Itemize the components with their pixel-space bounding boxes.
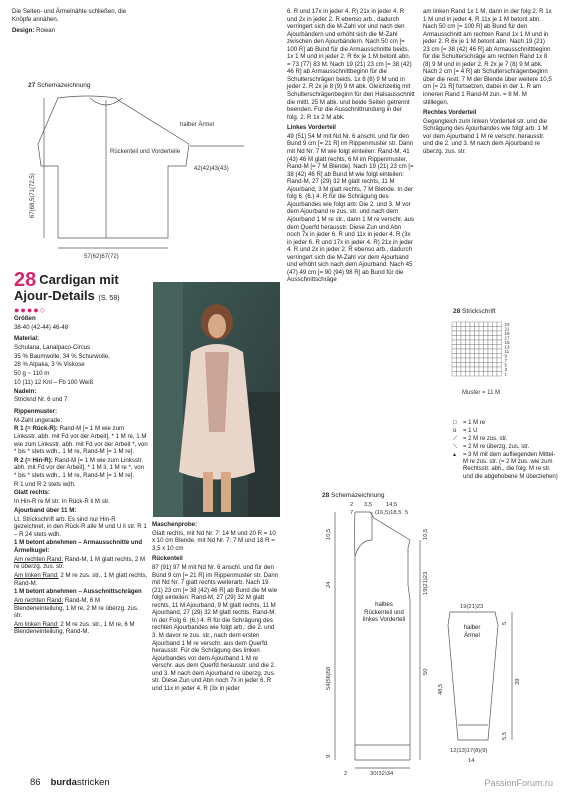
chart-cell xyxy=(457,340,462,345)
heading-maschenprobe: Maschenprobe: xyxy=(152,521,198,528)
text-abn2-l: 2 M re zus. str., 1 M re, 6 M Blendeneinteilung, Rand-M. xyxy=(14,620,135,636)
column-3-instructions xyxy=(287,8,415,285)
heading-rechtes-vorderteil: Rechtes Vorderteil xyxy=(423,109,477,117)
chart-cell xyxy=(466,349,471,354)
schema27-height-label: 67(68,5)71(72,5) xyxy=(30,173,36,218)
pattern-title-a: Cardigan mit xyxy=(39,272,119,287)
schema28-sleeve-top: 19(21)23 xyxy=(460,604,484,610)
chart-cell xyxy=(461,322,466,327)
chart-cell xyxy=(470,327,475,332)
chart-cell xyxy=(457,363,462,368)
intro-block xyxy=(12,8,146,36)
schema27-outline xyxy=(38,96,189,238)
chart-cell xyxy=(479,345,484,350)
material-line: Schulana, Lanalpaco-Circus xyxy=(14,344,91,352)
chart-cell xyxy=(461,331,466,336)
chart-row-number: 13 xyxy=(504,344,510,350)
chart-cell xyxy=(484,367,489,372)
schema28-right-label: 50 xyxy=(423,668,429,675)
chart-cell xyxy=(497,340,502,345)
chart-cell xyxy=(488,358,493,363)
chart-cell xyxy=(488,354,493,359)
chart-cell xyxy=(466,327,471,332)
chart-cell xyxy=(475,336,480,341)
chart-cell xyxy=(484,336,489,341)
design-label: Design: xyxy=(12,27,35,35)
label-linker-rand: Am linken Rand: xyxy=(14,572,59,579)
material-line: 28 % Alpaka, 3 % Viskose xyxy=(14,361,85,369)
schema28-sleeve-bottom: 12(13)17(8)(9) xyxy=(450,748,488,754)
chart-row-number: 1 xyxy=(504,371,508,377)
legend-item: o = 1 U xyxy=(453,427,478,434)
page-footer xyxy=(30,777,110,788)
chart-cell xyxy=(466,363,471,368)
chart-row-number: 7 xyxy=(504,357,508,363)
chart-cell xyxy=(479,331,484,336)
material-line: 10 (11) 12 Knl – Fb 100 Weiß xyxy=(14,378,94,386)
model-photo xyxy=(153,282,280,517)
chart-cell xyxy=(452,363,457,368)
chart-cell xyxy=(488,340,493,345)
chart-cell xyxy=(488,367,493,372)
chart-cell xyxy=(466,358,471,363)
chart-cell xyxy=(470,363,475,368)
chart-row-number: 21 xyxy=(504,326,510,332)
chart-cell xyxy=(452,367,457,372)
chart-cell xyxy=(452,331,457,336)
pattern-number: 28 xyxy=(14,269,37,291)
schema28-sleeve-bottom2: 14 xyxy=(468,758,475,764)
chart-cell xyxy=(484,327,489,332)
schema28-sleeve-dim-label: 48,5 xyxy=(438,683,444,695)
chart-cell xyxy=(475,322,480,327)
chart-cell xyxy=(466,367,471,372)
needles-label: Nadeln: xyxy=(14,387,37,395)
chart-cell xyxy=(457,322,462,327)
chart-cell xyxy=(470,367,475,372)
chart-cell xyxy=(457,372,462,377)
chart-cell xyxy=(475,367,480,372)
schema28-top-dim: 2 xyxy=(350,502,354,508)
chart-cell xyxy=(461,349,466,354)
chart-cell xyxy=(470,336,475,341)
chart-cell xyxy=(470,372,475,377)
legend-item: □ = 1 M re xyxy=(453,420,486,426)
design-value: Rowan xyxy=(36,27,56,35)
chart-cell xyxy=(461,363,466,368)
chart-cell xyxy=(484,340,489,345)
schema28-body-outline xyxy=(355,512,411,760)
pattern-title-b: Ajour-Details xyxy=(14,288,95,303)
schema28-mid-label: 10,5 xyxy=(423,528,429,540)
chart-cell xyxy=(493,336,498,341)
chart-cell xyxy=(457,367,462,372)
chart-cell xyxy=(479,327,484,332)
chart-cell xyxy=(457,345,462,350)
chart-cell xyxy=(488,349,493,354)
chart-cell xyxy=(493,372,498,377)
chart-row-number: 15 xyxy=(504,339,510,345)
schema28-left-label: 10,5 xyxy=(326,528,332,540)
chart-cell xyxy=(493,367,498,372)
chart-cell xyxy=(452,327,457,332)
chart-cell xyxy=(466,372,471,377)
heading-rueckenteil: Rückenteil xyxy=(152,555,183,563)
schema27-width-label: 57(62)67(72) xyxy=(84,254,119,260)
chart-cell xyxy=(488,372,493,377)
label-rechter-rand: Am rechten Rand: xyxy=(14,555,64,563)
chart-cell xyxy=(497,349,502,354)
heading-glatt: Glatt rechts: xyxy=(14,489,50,497)
chart-cell xyxy=(493,322,498,327)
schema28-mid-label: 19(21)23 xyxy=(423,571,429,595)
chart-cell xyxy=(479,372,484,377)
chart-cell xyxy=(488,336,493,341)
brand-rest: stricken xyxy=(76,777,110,788)
chart-cell xyxy=(457,327,462,332)
schema27-title: 27 Schemazeichnung xyxy=(28,82,91,89)
chart-cell xyxy=(497,372,502,377)
chart-cell xyxy=(497,331,502,336)
chart-cell xyxy=(461,354,466,359)
chart-cell xyxy=(475,354,480,359)
chart-cell xyxy=(484,354,489,359)
schema27-sleeve-label: halber Ärmel xyxy=(180,122,215,128)
chart-cell xyxy=(493,340,498,345)
chart-cell xyxy=(452,354,457,359)
schema28-sleeve-dim-label: 39 xyxy=(515,678,521,685)
chart-cell xyxy=(461,367,466,372)
chart-cell xyxy=(497,367,502,372)
chart-cell xyxy=(497,354,502,359)
legend-item: ⟋ = 2 M re zus. str. xyxy=(453,435,508,442)
chart-cell xyxy=(479,340,484,345)
chart-cell xyxy=(497,327,502,332)
schema28-top-dim: 5 xyxy=(405,510,409,516)
chart28-title: 28 Strickschrift xyxy=(453,308,496,315)
chart-cell xyxy=(470,322,475,327)
chart-cell xyxy=(488,322,493,327)
chart-cell xyxy=(488,345,493,350)
chart-cell xyxy=(452,322,457,327)
chart-cell xyxy=(461,336,466,341)
chart-cell xyxy=(457,336,462,341)
chart-cell xyxy=(452,336,457,341)
text-ajour: Lt. Strickschrift arb. Es sind nur Hin-R gezeichnet, in den Rück-R alle M und U li str. R 1 – R 24 stets wdh. xyxy=(14,515,147,538)
text-col4-a: am linken Rand 1x 1 M, dann in der folg 2. R 1x 1 M und in jeder 4. R 11x je 1 M betont abn. Nach 50 cm [= 100 R] ab Bund für den Armausschnitt am rechten Rand 1x 1 M und in jeder 2. R 6x je 1 M betont abn. Nach 19 (21) 23 cm [= 38 (42) 46 R] ab Armausschnittbeginn für die Schulterschräge am rechten Rand 1x 8 (8) 9 M und in jeder 2. R 2x je 7 (8) 9 M abk. Nach 2 cm [= 4 R] ab Schulterschrägenbeginn über die restl. 7 M der Blende über weitere 10,5 cm [= 21 R] fortsetzen, dabei in der 1. R am inneren Rand 1 Rand-M zun. = 8 M. M stilllegen. xyxy=(423,8,552,106)
chart-cell xyxy=(452,340,457,345)
chart-cell xyxy=(488,331,493,336)
schema28-bottom-label: 30(32)34 xyxy=(370,771,394,775)
chart-cell xyxy=(488,363,493,368)
chart-cell xyxy=(475,345,480,350)
heading-ajour: Ajourband über 11 M: xyxy=(14,506,77,514)
chart-cell xyxy=(452,358,457,363)
sizes-label: Größen xyxy=(14,315,36,322)
chart-cell xyxy=(484,372,489,377)
text-linkes-vorderteil: 49 (51) 54 M mit Nd Nr. 6 anschl. und für den Bund 9 cm [= 21 R] im Rippenmuster str. Dann mit Nd Nr. 7 M wie folgt einteilen: Rand-M, 41 (43) 46 M glatt rechts, 6 M im Rippenmuster, Rand-M [= 7 M Blende]. Nach 19 (21) 23 cm [= 38 (42) 46 R] ab Bund M wie folgt einteilen: Rand-M, 27 (29) 32 M glatt rechts, 11 M Ajourband, 3 M glatt rechts, 7 M Blende. In der folg 6. (6.) 4. R für die Schrägung des Ajourbandes wie folgt arb: Die 2. und 3. M vor dem Ajourband re zus. str. und nach dem Ajourband 1 M re str., dann 1 M re verschr. aus dem Querfd herausstr. Diese Zun und Abn noch 7x in jeder 6. R und 11x in jeder 4. R (3x in jeder 6. R und 17x in jeder 4. R) 21x in jeder 4. R und 2x in jeder 2. R ebenso arb., dadurch verringert sich die M-Zahl vor dem Ajourband und erhöht sich nach dem Ajourband. Nach 45 (47) 49 cm [= 90 (94) 98 R] ab Bund für die Ausschnittschräge xyxy=(287,132,415,284)
chart-cell xyxy=(466,340,471,345)
chart-cell xyxy=(493,354,498,359)
schema28-neck-line xyxy=(355,512,372,556)
schema28-bottom-small: 2 xyxy=(344,771,348,775)
schema28-top-dim: 7 xyxy=(350,510,354,516)
chart-cell xyxy=(488,327,493,332)
text-abn1-l: 2 M re zus. str., 1 M glatt rechts, Rand-M. xyxy=(14,572,148,587)
watermark: PassionForum.ru xyxy=(484,778,553,788)
chart-cell xyxy=(479,354,484,359)
chart-cell xyxy=(470,349,475,354)
chart-cell xyxy=(452,372,457,377)
text-rechtes-vorderteil: Gegengleich zum linken Vorderteil str. und die Schrägung des Ajourbandes wie folgt arb: 1 M vor dem Ajourband 1 M re verschr. herausstr. und die 2. und 3. M nach dem Ajourband re überzg. zus. str. xyxy=(423,117,548,156)
chart-cell xyxy=(493,349,498,354)
heading-linkes-vorderteil: Linkes Vorderteil xyxy=(287,124,336,132)
schema28-top-dim: (16,5)18,5 xyxy=(375,510,402,516)
material-line: 35 % Baumwolle, 34 % Schurwolle, xyxy=(14,352,110,360)
pattern-header xyxy=(14,269,152,405)
chart-cell xyxy=(457,358,462,363)
chart-cell xyxy=(484,322,489,327)
chart-row-number: 5 xyxy=(504,362,508,368)
chart-cell xyxy=(479,363,484,368)
chart-cell xyxy=(484,345,489,350)
chart-cell xyxy=(484,363,489,368)
chart-cell xyxy=(466,331,471,336)
schema28-left-label: 24 xyxy=(326,581,332,588)
schema28-sleeve-label: halber Ärmel xyxy=(463,625,481,639)
chart-cell xyxy=(479,336,484,341)
chart-cell xyxy=(484,349,489,354)
chart-cell xyxy=(475,331,480,336)
schema28-drawing xyxy=(290,500,555,775)
chart-cell xyxy=(493,345,498,350)
chart-cell xyxy=(475,363,480,368)
legend-item: ⟍ = 2 M re überzg. zus. str. xyxy=(453,443,530,450)
brand-bold: burda xyxy=(50,777,77,788)
schema27-drawing xyxy=(14,88,274,263)
chart-row-number: 19 xyxy=(504,330,510,336)
chart-cell xyxy=(461,345,466,350)
chart-cell xyxy=(466,336,471,341)
chart-cell xyxy=(479,322,484,327)
chart-cell xyxy=(466,354,471,359)
chart-cell xyxy=(457,331,462,336)
text-r2: Rand-M [= 1 M wie zum Linksstr. abh. mit Fd vor der Arbeit], * 1 M li, 1 M re *, von * bis * stets wdh., 1 M re, Rand-M [= 1 M re]. xyxy=(14,456,145,479)
chart-cell xyxy=(461,372,466,377)
column-1-instructions xyxy=(14,408,148,637)
difficulty-dots: ●●●●○ xyxy=(14,305,47,315)
schema27-body-label: Rückenteil und Vorderteile xyxy=(110,149,181,155)
chart-cell xyxy=(479,358,484,363)
chart-cell xyxy=(470,358,475,363)
schema28-title: 28 Schemazeichnung xyxy=(322,492,385,499)
chart-cell xyxy=(497,336,502,341)
chart-cell xyxy=(475,340,480,345)
heading-abn2: 1 M betont abnehmen – Ausschnittschrägen xyxy=(14,588,142,596)
text-abn2-r: Rand-M, 6 M Blendeneinteilung, 1 M re, 2 M re überzg. zus. str. xyxy=(14,597,139,620)
schema28-left-label: 54(56)58 xyxy=(326,666,332,690)
chart-row-number: 11 xyxy=(504,348,510,354)
chart-cell xyxy=(493,331,498,336)
heading-rippenmuster: Rippenmuster: xyxy=(14,408,57,415)
chart-cell xyxy=(497,345,502,350)
chart-cell xyxy=(461,358,466,363)
label-rechter-rand: Am rechten Rand: xyxy=(14,597,64,605)
chart-cell xyxy=(493,358,498,363)
sizes-value: 38-40 (42-44) 46-48 xyxy=(14,323,69,331)
legend-item: ▴ = 3 M mit dem aufliegenden Mittel-M re zus. str. (= 2 M zus. wie zum Rechtsstr. abh., die folg. M re str. und die abgehobene M überziehen) xyxy=(453,451,558,480)
chart-cell xyxy=(475,358,480,363)
chart-cell xyxy=(470,331,475,336)
chart-cell xyxy=(470,340,475,345)
chart-cell xyxy=(484,331,489,336)
chart-cell xyxy=(497,363,502,368)
needles-value: Stricknd Nr. 6 und 7 xyxy=(14,396,68,404)
label-r1: R 1 (= Rück-R): xyxy=(14,425,58,433)
chart-cell xyxy=(475,349,480,354)
knitting-chart xyxy=(448,318,548,398)
text-glatt: In Hin-R re M str. In Rück-R li M str. xyxy=(14,498,110,506)
text-r12: R 1 und R 2 stets wdh. xyxy=(14,480,76,488)
chart-cell xyxy=(484,358,489,363)
chart-cell xyxy=(466,345,471,350)
text-abn1-r: Rand-M, 1 M glatt rechts, 2 M re überzg. zus. str. xyxy=(14,555,146,571)
chart-muster-label: Muster = 11 M xyxy=(462,390,501,396)
schema28-sleeve-dim-label: 5,5 xyxy=(502,731,508,740)
chart-cell xyxy=(497,322,502,327)
chart-cell xyxy=(493,363,498,368)
text-rueckenteil: 87 (91) 97 M mit Nd Nr. 6 anschl. und für den Bund 9 cm [= 21 R] im Rippenmuster str. Dann mit Nd Nr. 7 glatt rechts weiterarb. Nach 19 (21) 23 cm [= 38 (42) 46 R] ab Bund die M wie folgt einteilen: Rand-M, 27 (29) 32 M glatt rechts, 11 M Ajourband, 9 M glatt rechts, 11 M Ajourband, 27 (29) 32 M glatt rechts, Rand-M. In der Folg 6. (6.) 4. R für die Schrägung des rechten Ajourbandes wie folgt arb.: die 2. und 3. M davor re zus. str., nach dem ersten Ajourband 1 M re verschr. aus dem Querfd herausstr. Für die Schrägung des linken Ajourbandes vor dem Ajourband 1 M re verschr. aus dem Querfd herausstr. und die 2. und 3. M nach dem Ajourband re überzg. zus. str. Diese Zun und Abn noch 7x in jeder 6. R und 11x in jeder 4. R (3x in jeder xyxy=(152,564,279,692)
text-col3-a: 6. R und 17x in jeder 4. R) 21x in jeder 4. R und 2x in jeder 2. R ebenso arb., dadurch verringert sich die M-Zahl vor und nach den Ajourbändern und erhöht sich die M-Zahl zwischen den Ajourbändern. Nach 50 cm [= 100 R] ab Bund für die Armausschnitte beids. 1x 1 M und in jeder 2. R 6x je 1 M betont abn. = 73 (77) 83 M. Nach 19 (21) 23 cm [= 38 (42) 46 R] ab Armausschnittbeginn für die Schulterschrägen beids. 1x 8 (8) 9 M und in jeder 2. R 2x je 8 (9) 9 M abk. Gleichzeitig mit Schulterschrägenbeginn für den Halsausschnitt die mittl. 25 M abk. und beide Seiten getrennt beenden. Für die Ausschnittrundung in der folg. 2. R 1x 2 M abk. xyxy=(287,8,415,121)
chart-cell xyxy=(497,358,502,363)
chart-legend xyxy=(453,420,558,482)
chart-cell xyxy=(475,372,480,377)
chart-cell xyxy=(493,327,498,332)
pattern-page-ref: (S. 58) xyxy=(98,295,120,302)
schema28-top-dim: 14,5 xyxy=(386,502,398,508)
chart-cell xyxy=(470,354,475,359)
text-r1: Rand-M [= 1 M wie zum Linksstr. abh. mit Fd vor der Arbeit], * 1 M re, 1 M wie zum Linksstr. abh. mit Fd vor der Arbeit *, von * bis * stets wdh., 1 M re, Rand-M [= 1 M re]. xyxy=(14,425,148,456)
chart-row-number: 9 xyxy=(504,353,508,359)
material-label: Material: xyxy=(14,335,40,343)
chart-row-number: 23 xyxy=(504,321,510,327)
label-linker-rand: Am linken Rand: xyxy=(14,620,59,628)
chart-cell xyxy=(479,367,484,372)
heading-abn1: 1 M betont abnehmen – Armausschnitte und Ärmelkugel: xyxy=(14,539,143,554)
chart-cell xyxy=(466,322,471,327)
column-2-instructions xyxy=(152,521,280,694)
schema28-back-label: halbes Rückenteil und linkes Vorderteil xyxy=(362,602,406,623)
schema27-sleeve-dim-label: 42(42)43(43) xyxy=(194,166,229,172)
chart-cell xyxy=(461,327,466,332)
chart-cell xyxy=(452,345,457,350)
chart-cell xyxy=(457,354,462,359)
chart-cell xyxy=(475,327,480,332)
material-line: 50 g ~ 110 m xyxy=(14,370,50,378)
text-rip: M-Zahl ungerade: xyxy=(14,416,63,424)
intro-text: Die Seiten- und Ärmelnähte schließen, die Knöpfe annähen. xyxy=(12,8,127,23)
chart-cell xyxy=(452,349,457,354)
label-r2: R 2 (= Hin-R): xyxy=(14,456,53,464)
schema28-left-label: 9 xyxy=(326,754,332,758)
chart-cell xyxy=(461,340,466,345)
column-4-instructions xyxy=(423,8,553,157)
chart-cell xyxy=(479,349,484,354)
chart-row-number: 17 xyxy=(504,335,510,341)
chart-cell xyxy=(457,349,462,354)
chart-row-number: 3 xyxy=(504,366,508,372)
schema28-top-dim: 3,5 xyxy=(364,502,373,508)
text-maschenprobe: Glatt rechts, mit Nd Nr. 7: 14 M und 20 R = 10 x 10 cm Blende, mit Nd Nr. 7: 7 M und 18 R = 3,5 x 10 cm xyxy=(152,529,276,552)
page-number: 86 xyxy=(30,777,41,788)
schema28-sleeve-dim-label: 5 xyxy=(502,621,508,625)
chart-cell xyxy=(470,345,475,350)
